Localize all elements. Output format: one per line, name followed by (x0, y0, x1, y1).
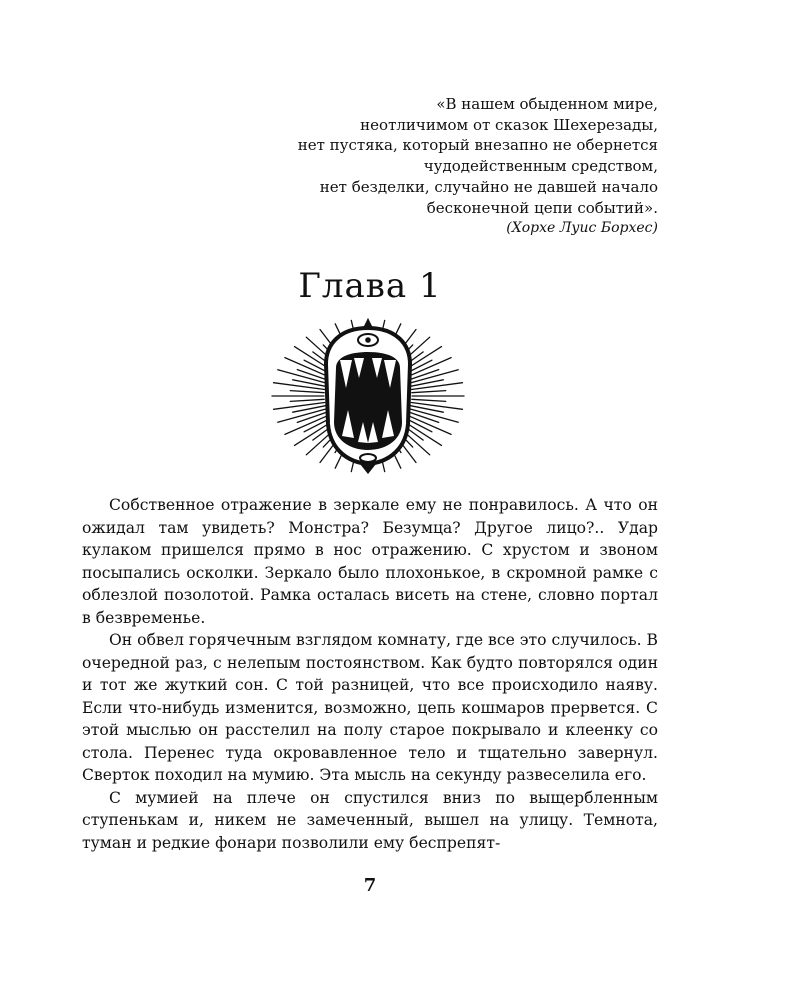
page-number: 7 (363, 875, 377, 896)
chapter-title: Глава 1 (298, 266, 442, 306)
fanged-mouth-emblem-icon (270, 316, 466, 476)
paragraph: Собственное отражение в зеркале ему не понравилось. А что он ожидал там увидеть? Монстра? Безумца? Другое лицо?.. Удар кулаком пришелся прямо в нос отражению. С хрустом и звоном посыпались осколки. Зеркало было плохонькое, в скромной рамке с облезлой позолотой. Рамка осталась висеть на стене, словно портал в безвременье. (82, 496, 658, 627)
paragraph: Он обвел горячечным взглядом комнату, где все это случилось. В очередной раз, с нелепым постоянством. Как будто повторялся один и тот же жуткий сон. С той разницей, что все происходило наяву. Если что-нибудь изменится, возможно, цепь кошмаров прервется. С этой мыслью он расстелил на полу старое покрывало и клеенку со стола. Перенес туда окровавленное тело и тщательно завернул. Сверток походил на мумию. Эта мысль на секунду развеселила его. (82, 631, 658, 784)
chapter-body (82, 494, 658, 854)
epigraph (138, 94, 658, 239)
epigraph-line: неотличимом от сказок Шехерезады, (360, 115, 658, 134)
epigraph-line: бесконечной цепи событий». (426, 198, 658, 217)
epigraph-line: нет безделки, случайно не давшей начало (319, 177, 658, 196)
epigraph-line: нет пустяка, который внезапно не обернется (297, 136, 658, 155)
epigraph-line: «В нашем обыденном мире, (436, 95, 658, 113)
epigraph-line: чудодейственным средством, (423, 157, 658, 176)
epigraph-author: (Хорхе Луис Борхес) (506, 220, 658, 237)
paragraph: С мумией на плече он спустился вниз по выщербленным ступенькам и, никем не замеченный, вышел на улицу. Темнота, туман и редкие фонари позволили ему беспрепят- (82, 788, 658, 852)
